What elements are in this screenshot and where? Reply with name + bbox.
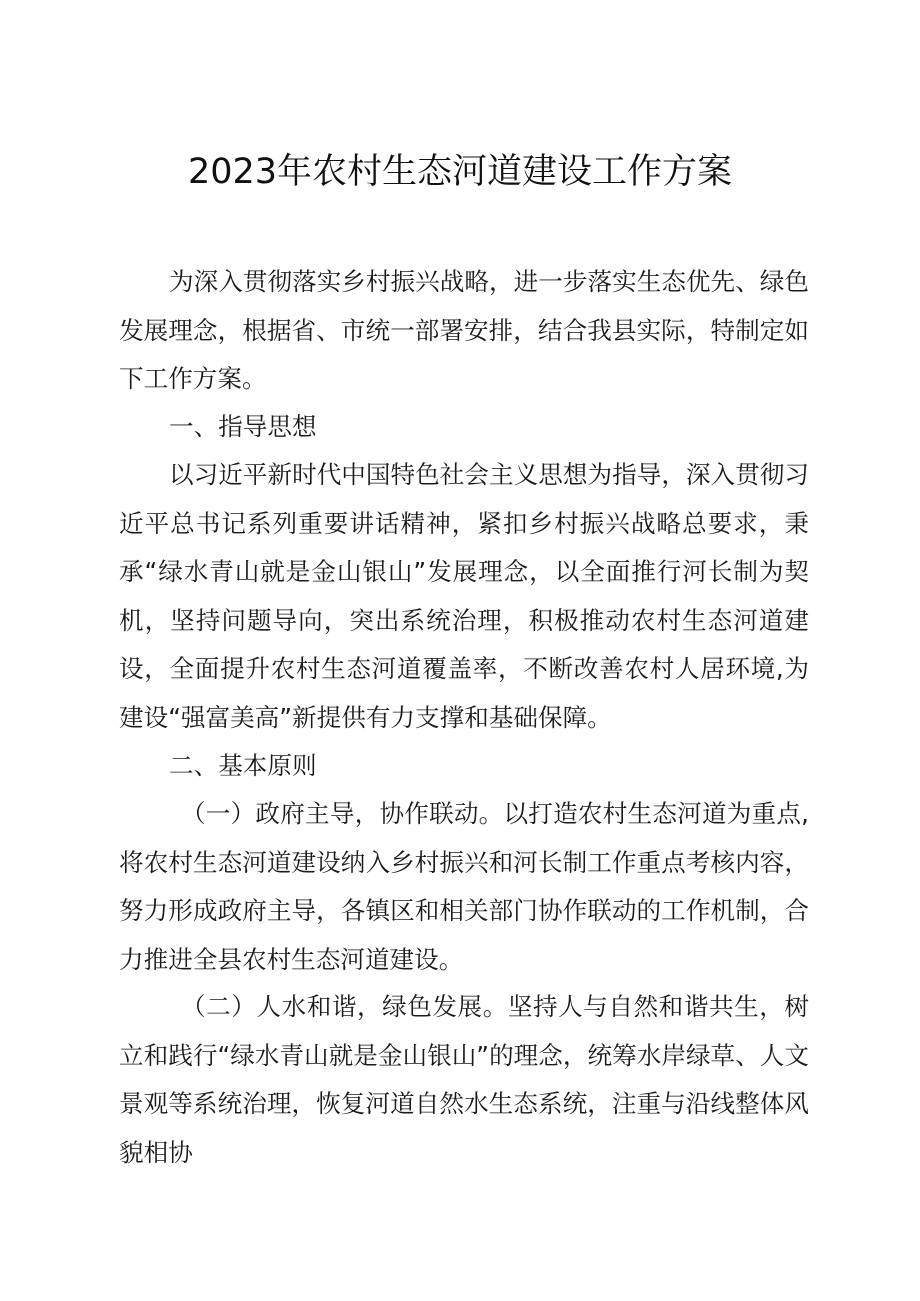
document-title: 2023年农村生态河道建设工作方案: [187, 152, 733, 192]
principle2-paragraph: （二）人水和谐，绿色发展。坚持人与自然和谐共生，树立和践行“绿水青山就是金山银山”的理念，统筹水岸绿草、人文景观等系统治理，恢复河道自然水生态系统，注重与沿线整体风貌相协: [119, 992, 809, 1167]
section1-paragraph: 以习近平新时代中国特色社会主义思想为指导，深入贯彻习近平总书记系列重要讲话精神，紧扣乡村振兴战略总要求，秉承“绿水青山就是金山银山”发展理念，以全面推行河长制为契机，坚持问题导向，突出系统治理，积极推动农村生态河道建设，全面提升农村生态河道覆盖率，不断改善农村人居环境,为建设“强富美高”新提供有力支撑和基础保障。: [119, 460, 810, 732]
principle1-paragraph: （一）政府主导，协作联动。以打造农村生态河道为重点,将农村生态河道建设纳入乡村振兴和河长制工作重点考核内容，努力形成政府主导，各镇区和相关部门协作联动的工作机制，合力推进全县农村生态河道建设。: [119, 799, 809, 974]
section1-heading: 一、指导思想: [169, 412, 317, 441]
section2-heading: 二、基本原则: [169, 751, 317, 780]
intro-paragraph: 为深入贯彻落实乡村振兴战略，进一步落实生态优先、绿色发展理念，根据省、市统一部署安排，结合我县实际，特制定如下工作方案。: [119, 267, 809, 393]
